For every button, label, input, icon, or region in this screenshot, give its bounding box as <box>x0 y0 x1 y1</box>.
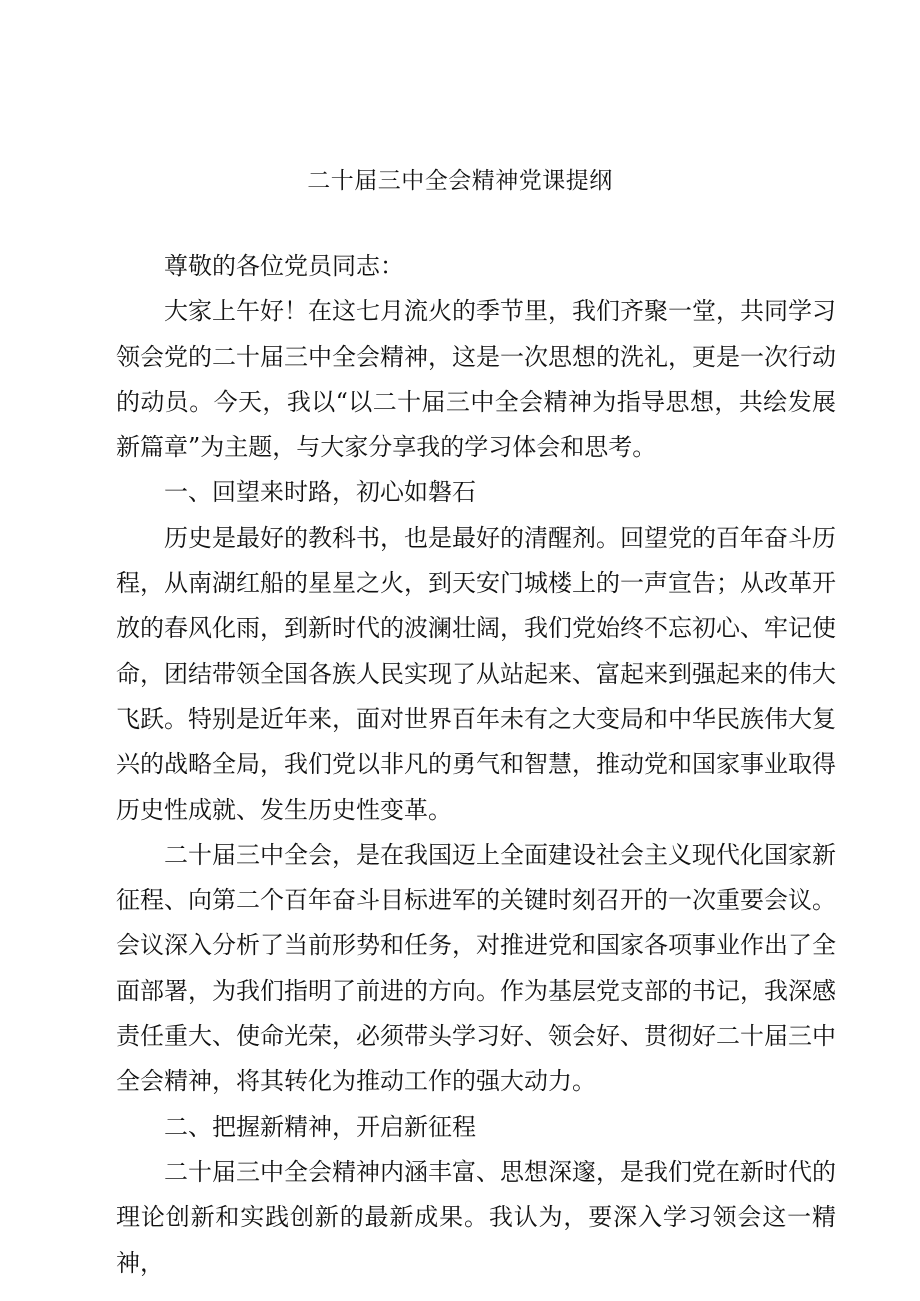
paragraph-salutation: 尊敬的各位党员同志： <box>164 252 404 280</box>
paragraph-plenum: 二十届三中全会，是在我国迈上全面建设社会主义现代化国家新征程、向第二个百年奋斗目标进军的关键时刻召开的一次重要会议。会议深入分析了当前形势和任务，对推进党和国家各项事业作出了全面部署，为我们指明了前进的方向。作为基层党支部的书记，我深感责任重大、使命光荣，必须带头学习好、领会好、贯彻好二十届三中全会精神，将其转化为推动工作的强大动力。 <box>116 840 836 1096</box>
section-heading-1: 一、回望来时路，初心如磐石 <box>164 478 476 507</box>
paragraph-opening: 大家上午好！在这七月流火的季节里，我们齐聚一堂，共同学习领会党的二十届三中全会精神，这是一次思想的洗礼，更是一次行动的动员。今天，我以“以二十届三中全会精神为指导思想，共绘发展新篇章”为主题，与大家分享我的学习体会和思考。 <box>116 297 836 462</box>
paragraph-history: 历史是最好的教科书，也是最好的清醒剂。回望党的百年奋斗历程，从南湖红船的星星之火，到天安门城楼上的一声宣告；从改革开放的春风化雨，到新时代的波澜壮阔，我们党始终不忘初心、牢记使命，团结带领全国各族人民实现了从站起来、富起来到强起来的伟大飞跃。特别是近年来，面对世界百年未有之大变局和中华民族伟大复兴的战略全局，我们党以非凡的勇气和智慧，推动党和国家事业取得历史性成就、发生历史性变革。 <box>116 523 836 824</box>
section-heading-2: 二、把握新精神，开启新征程 <box>164 1112 476 1141</box>
paragraph-spirit: 二十届三中全会精神内涵丰富、思想深邃，是我们党在新时代的理论创新和实践创新的最新成果。我认为，要深入学习领会这一精神， <box>116 1157 836 1277</box>
document-title: 二十届三中全会精神党课提纲 <box>307 168 613 194</box>
document-body <box>116 244 836 1286</box>
